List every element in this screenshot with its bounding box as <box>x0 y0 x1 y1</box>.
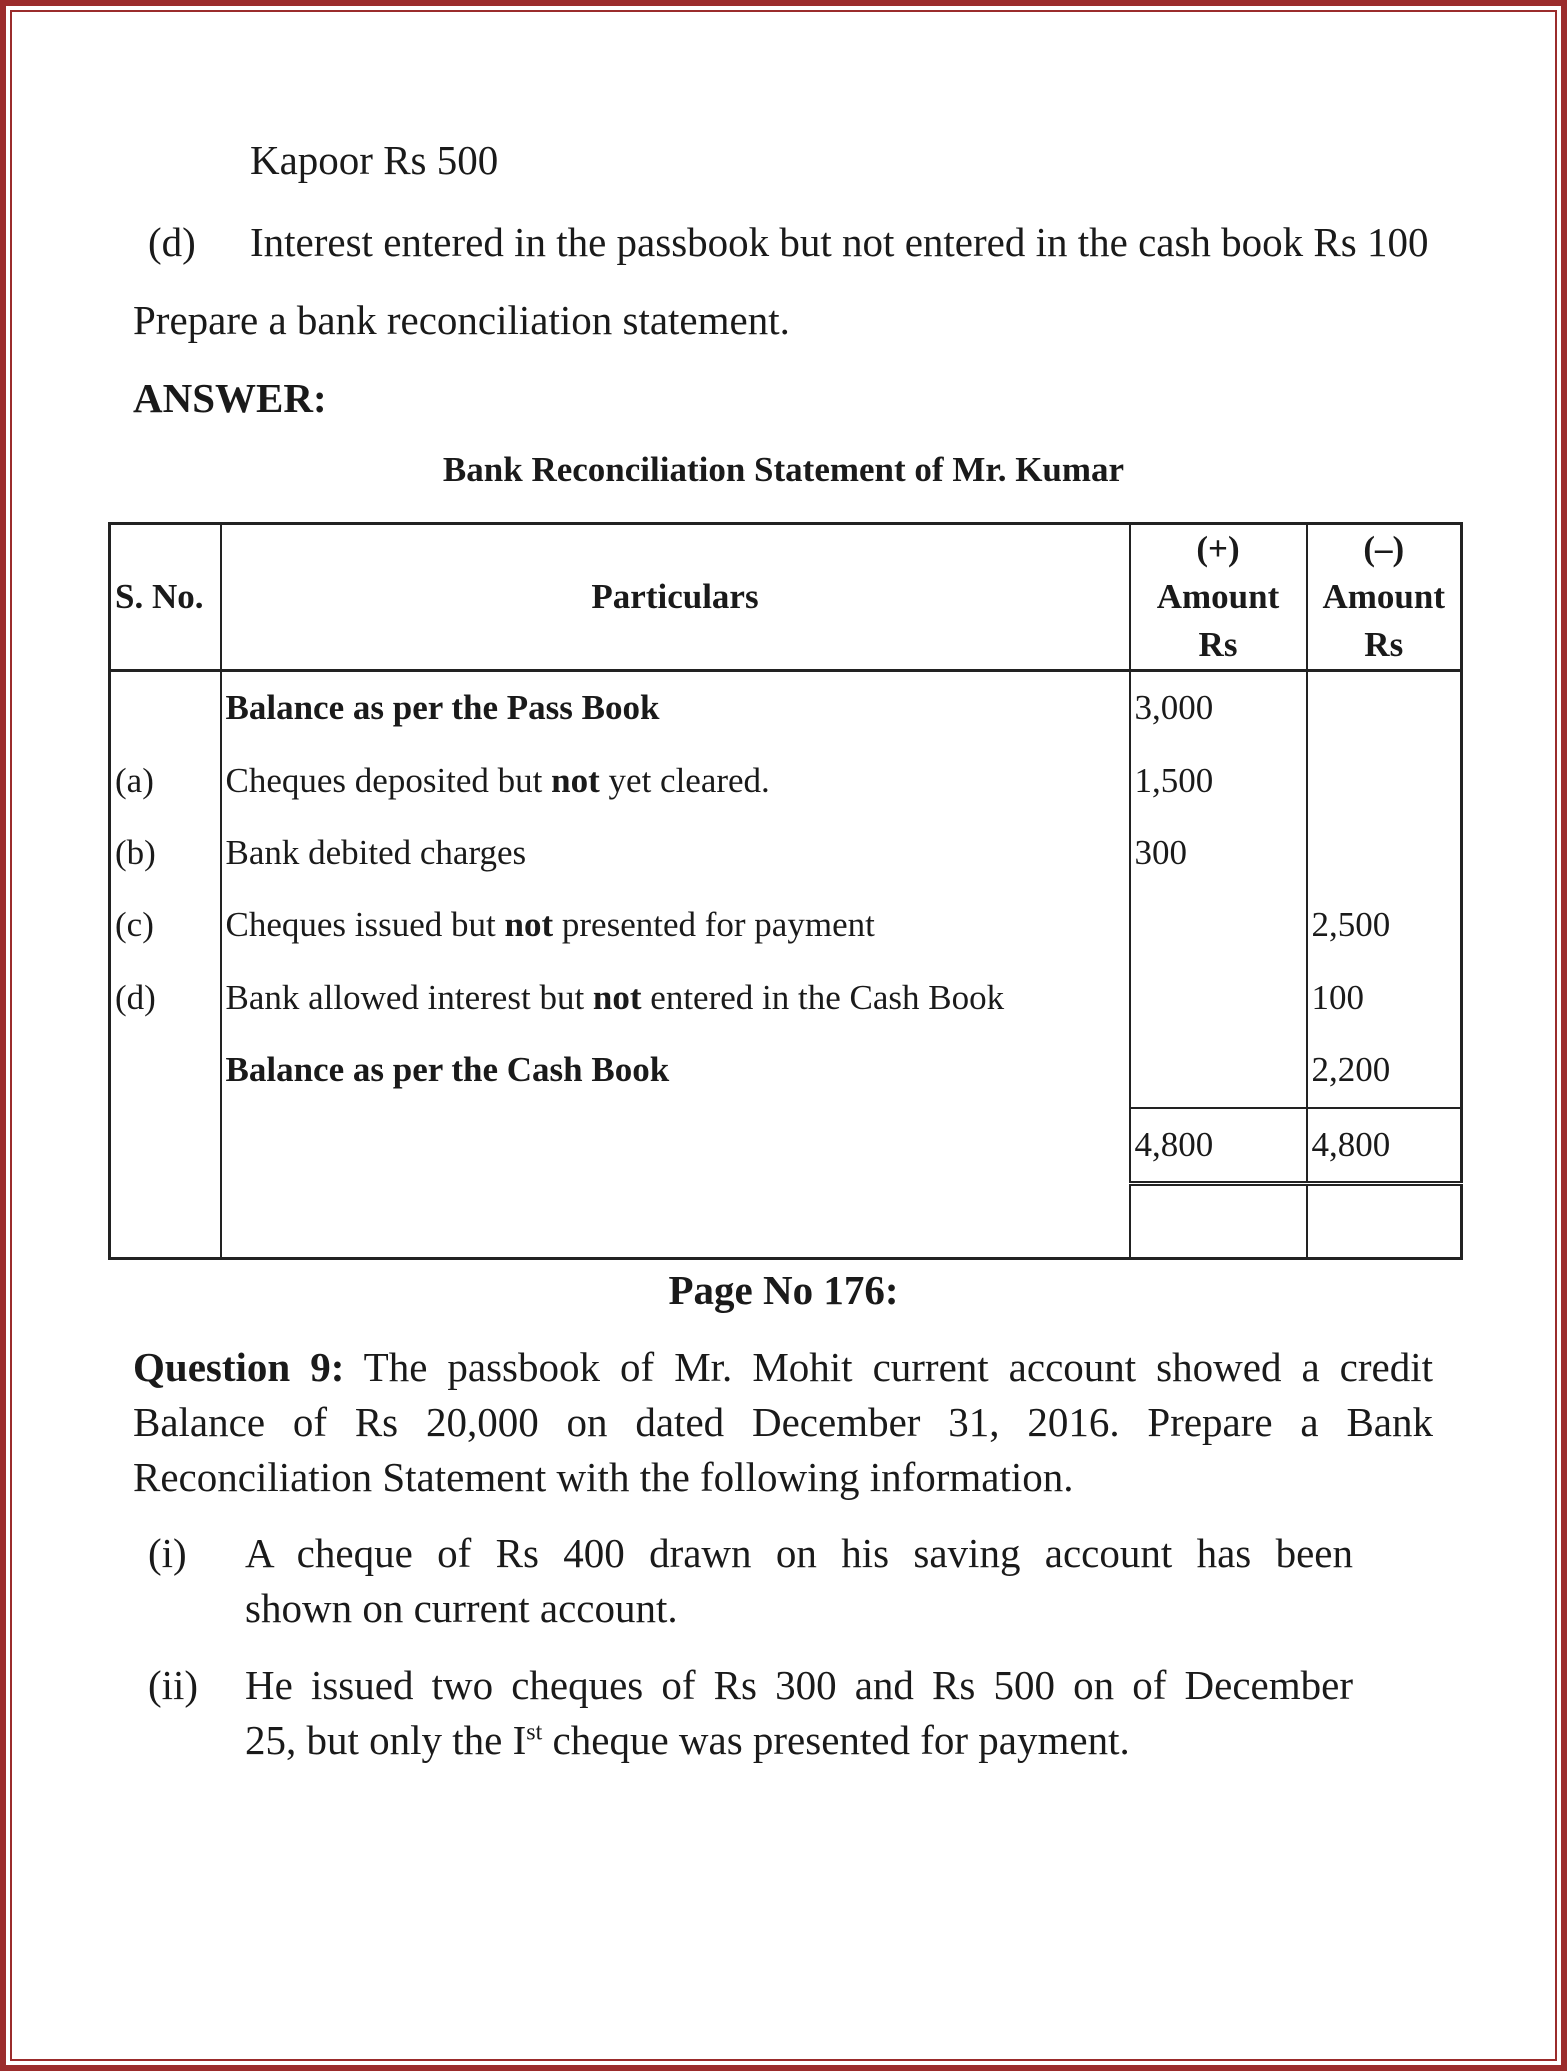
question-9-item-i-label: (i) <box>148 1530 187 1576</box>
row-plus-amount: 300 <box>1130 817 1307 889</box>
total-minus-amount: 4,800 <box>1307 1108 1462 1184</box>
row-particulars: Cheques deposited but not yet cleared. <box>221 745 1130 817</box>
question-9-item-i-line2: shown on current account. <box>245 1585 678 1631</box>
question-9-paragraph <box>133 1340 1433 1505</box>
table-header-row <box>110 524 1462 671</box>
intro-item-d-label: (d) <box>148 219 196 265</box>
header-plus-amount <box>1130 524 1307 671</box>
row-plus-amount <box>1130 962 1307 1034</box>
total-plus-amount: 4,800 <box>1130 1108 1307 1184</box>
table-row <box>110 745 1462 817</box>
question-9-text: The passbook of Mr. Mohit current account showed a credit Balance of Rs 20,000 on dated December 31, 2016. Prepare a Bank Reconciliation Statement with the following information. <box>133 1344 1433 1500</box>
question-9-item-i-line1: A cheque of Rs 400 drawn on his saving account has been <box>245 1530 1353 1576</box>
statement-caption: Bank Reconciliation Statement of Mr. Kumar <box>442 450 1125 489</box>
totals-particulars-empty <box>221 1108 1130 1184</box>
row-plus-amount <box>1130 1034 1307 1108</box>
row-sno <box>110 1034 221 1108</box>
table-row <box>110 1034 1462 1108</box>
header-plus-sign: (+) <box>1196 529 1240 568</box>
table-row <box>110 889 1462 961</box>
header-minus-amount <box>1307 524 1462 671</box>
header-minus-sign: (–) <box>1363 529 1405 568</box>
header-particulars: Particulars <box>221 524 1130 671</box>
question-9-item-ii-label: (ii) <box>148 1662 199 1708</box>
question-9-item-ii-line2: 25, but only the Ist cheque was presented for payment. <box>245 1717 1130 1763</box>
intro-line-kapoor: Kapoor Rs 500 <box>250 137 499 183</box>
row-plus-amount: 3,000 <box>1130 671 1307 745</box>
row-particulars: Bank debited charges <box>221 817 1130 889</box>
row-minus-amount: 2,500 <box>1311 905 1391 945</box>
header-minus-unit: Rs <box>1364 625 1404 664</box>
row-sno: (d) <box>110 962 221 1034</box>
row-particulars: Cheques issued but not presented for payment <box>221 889 1130 961</box>
header-sno: S. No. <box>110 524 221 671</box>
header-plus-unit: Rs <box>1198 625 1238 664</box>
row-particulars: Balance as per the Pass Book <box>221 671 1130 745</box>
totals-row <box>110 1108 1462 1184</box>
row-minus-amount: 100 <box>1311 977 1364 1017</box>
instruction-text: Prepare a bank reconciliation statement. <box>133 297 790 343</box>
row-plus-amount <box>1130 889 1307 961</box>
row-particulars: Balance as per the Cash Book <box>221 1034 1130 1108</box>
row-particulars: Bank allowed interest but not entered in the Cash Book <box>221 962 1130 1034</box>
table-spacer-row <box>110 1184 1462 1259</box>
row-sno: (b) <box>110 817 221 889</box>
row-plus-amount: 1,500 <box>1130 745 1307 817</box>
question-9-label: Question 9: <box>133 1344 345 1390</box>
page-reference: Page No 176: <box>668 1267 899 1313</box>
table-row <box>110 962 1462 1034</box>
row-minus-amount: 2,200 <box>1311 1050 1391 1090</box>
question-9-item-ii-line1: He issued two cheques of Rs 300 and Rs 500 on of December <box>245 1662 1353 1708</box>
row-sno: (a) <box>110 745 221 817</box>
header-plus-amount-label: Amount <box>1156 577 1280 616</box>
row-sno <box>110 671 221 745</box>
answer-label: ANSWER: <box>133 375 327 421</box>
intro-item-d-text: Interest entered in the passbook but not entered in the cash book Rs 100 <box>250 219 1429 265</box>
row-minus-amount <box>1307 745 1462 817</box>
row-minus-amount <box>1307 817 1462 889</box>
header-minus-amount-label: Amount <box>1322 577 1446 616</box>
totals-sno-empty <box>110 1108 221 1184</box>
row-sno: (c) <box>110 889 221 961</box>
table-row <box>110 817 1462 889</box>
bank-reconciliation-table <box>108 522 1463 1260</box>
table-row <box>110 671 1462 745</box>
row-minus-amount <box>1307 671 1462 745</box>
